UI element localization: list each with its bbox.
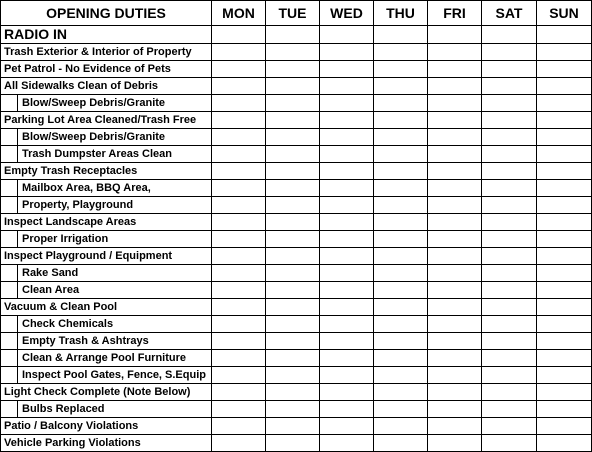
checkbox-cell-mon[interactable] <box>212 180 266 197</box>
checkbox-cell-tue[interactable] <box>266 265 320 282</box>
task-label: Property, Playground <box>22 199 134 211</box>
checkbox-cell-tue[interactable] <box>266 163 320 180</box>
checkbox-cell-sat[interactable] <box>482 197 537 214</box>
day-header-thu: THU <box>374 1 428 26</box>
checkbox-cell-fri[interactable] <box>428 333 482 350</box>
subtask-label-cell <box>1 129 212 146</box>
checkbox-cell-sat[interactable] <box>482 316 537 333</box>
checkbox-cell-mon[interactable] <box>212 316 266 333</box>
checkbox-cell-thu[interactable] <box>374 112 428 129</box>
task-label-cell <box>1 44 212 61</box>
checkbox-cell-wed[interactable] <box>320 299 374 316</box>
checkbox-cell-wed[interactable] <box>320 197 374 214</box>
table-row <box>1 350 592 367</box>
task-label-cell <box>1 78 212 95</box>
checklist-title: OPENING DUTIES <box>1 1 212 26</box>
indent-spacer <box>1 129 18 145</box>
task-label: Rake Sand <box>22 267 79 279</box>
indent-spacer <box>1 350 18 366</box>
checkbox-cell-tue[interactable] <box>266 418 320 435</box>
indent-spacer <box>1 333 18 349</box>
checkbox-cell-wed[interactable] <box>320 78 374 95</box>
checkbox-cell-mon[interactable] <box>212 333 266 350</box>
checkbox-cell-wed[interactable] <box>320 129 374 146</box>
checkbox-cell-mon[interactable] <box>212 146 266 163</box>
checkbox-cell-thu[interactable] <box>374 384 428 401</box>
checkbox-cell-tue[interactable] <box>266 367 320 384</box>
checkbox-cell-tue[interactable] <box>266 78 320 95</box>
checkbox-cell-wed[interactable] <box>320 61 374 78</box>
checkbox-cell-thu[interactable] <box>374 26 428 44</box>
day-header-mon: MON <box>212 1 266 26</box>
task-label: Vehicle Parking Violations <box>4 437 141 449</box>
checkbox-cell-sun[interactable] <box>537 163 592 180</box>
indent-spacer <box>1 265 18 281</box>
checkbox-cell-tue[interactable] <box>266 282 320 299</box>
checkbox-cell-fri[interactable] <box>428 316 482 333</box>
checkbox-cell-mon[interactable] <box>212 418 266 435</box>
checkbox-cell-sat[interactable] <box>482 333 537 350</box>
checkbox-cell-fri[interactable] <box>428 129 482 146</box>
checkbox-cell-sun[interactable] <box>537 248 592 265</box>
checkbox-cell-fri[interactable] <box>428 95 482 112</box>
checkbox-cell-sun[interactable] <box>537 333 592 350</box>
task-label-cell <box>1 418 212 435</box>
checkbox-cell-fri[interactable] <box>428 146 482 163</box>
checkbox-cell-wed[interactable] <box>320 231 374 248</box>
checkbox-cell-mon[interactable] <box>212 231 266 248</box>
checkbox-cell-wed[interactable] <box>320 265 374 282</box>
task-label: Trash Exterior & Interior of Property <box>4 46 192 58</box>
checkbox-cell-sat[interactable] <box>482 282 537 299</box>
checkbox-cell-tue[interactable] <box>266 95 320 112</box>
checkbox-cell-sat[interactable] <box>482 401 537 418</box>
checkbox-cell-sun[interactable] <box>537 146 592 163</box>
checkbox-cell-mon[interactable] <box>212 78 266 95</box>
checkbox-cell-sun[interactable] <box>537 61 592 78</box>
checkbox-cell-fri[interactable] <box>428 180 482 197</box>
checkbox-cell-wed[interactable] <box>320 44 374 61</box>
task-label-cell <box>1 384 212 401</box>
table-row <box>1 95 592 112</box>
table-row <box>1 112 592 129</box>
checkbox-cell-wed[interactable] <box>320 367 374 384</box>
checkbox-cell-sat[interactable] <box>482 44 537 61</box>
checkbox-cell-mon[interactable] <box>212 384 266 401</box>
checkbox-cell-sun[interactable] <box>537 384 592 401</box>
checkbox-cell-sat[interactable] <box>482 112 537 129</box>
checkbox-cell-tue[interactable] <box>266 299 320 316</box>
checkbox-cell-thu[interactable] <box>374 180 428 197</box>
checkbox-cell-thu[interactable] <box>374 282 428 299</box>
checkbox-cell-wed[interactable] <box>320 350 374 367</box>
task-label: Check Chemicals <box>22 318 114 330</box>
checkbox-cell-sun[interactable] <box>537 180 592 197</box>
checkbox-cell-fri[interactable] <box>428 350 482 367</box>
checkbox-cell-thu[interactable] <box>374 44 428 61</box>
header-row <box>1 1 592 26</box>
checkbox-cell-mon[interactable] <box>212 367 266 384</box>
checkbox-cell-sat[interactable] <box>482 61 537 78</box>
checkbox-cell-sun[interactable] <box>537 95 592 112</box>
task-label: Parking Lot Area Cleaned/Trash Free <box>4 114 197 126</box>
checkbox-cell-tue[interactable] <box>266 180 320 197</box>
subtask-label-cell <box>1 95 212 112</box>
table-row <box>1 401 592 418</box>
task-label-cell <box>1 112 212 129</box>
subtask-label-cell <box>1 316 212 333</box>
checkbox-cell-wed[interactable] <box>320 316 374 333</box>
checkbox-cell-wed[interactable] <box>320 418 374 435</box>
checkbox-cell-tue[interactable] <box>266 26 320 44</box>
indent-spacer <box>1 180 18 196</box>
checkbox-cell-mon[interactable] <box>212 112 266 129</box>
task-list <box>1 26 592 452</box>
checkbox-cell-mon[interactable] <box>212 299 266 316</box>
table-row <box>1 282 592 299</box>
checkbox-cell-fri[interactable] <box>428 265 482 282</box>
task-label-cell <box>1 163 212 180</box>
checkbox-cell-tue[interactable] <box>266 401 320 418</box>
checkbox-cell-wed[interactable] <box>320 146 374 163</box>
checkbox-cell-sun[interactable] <box>537 316 592 333</box>
checkbox-cell-thu[interactable] <box>374 214 428 231</box>
checkbox-cell-mon[interactable] <box>212 44 266 61</box>
checkbox-cell-tue[interactable] <box>266 231 320 248</box>
checkbox-cell-sun[interactable] <box>537 26 592 44</box>
task-label: Inspect Pool Gates, Fence, S.Equip <box>22 369 206 381</box>
checkbox-cell-mon[interactable] <box>212 197 266 214</box>
checkbox-cell-sun[interactable] <box>537 78 592 95</box>
table-row <box>1 197 592 214</box>
task-label: Empty Trash & Ashtrays <box>22 335 149 347</box>
checkbox-cell-wed[interactable] <box>320 214 374 231</box>
checkbox-cell-mon[interactable] <box>212 163 266 180</box>
checkbox-cell-thu[interactable] <box>374 197 428 214</box>
table-row <box>1 180 592 197</box>
checkbox-cell-thu[interactable] <box>374 95 428 112</box>
checkbox-cell-sun[interactable] <box>537 282 592 299</box>
checkbox-cell-sat[interactable] <box>482 418 537 435</box>
checkbox-cell-tue[interactable] <box>266 197 320 214</box>
checkbox-cell-fri[interactable] <box>428 214 482 231</box>
checkbox-cell-fri[interactable] <box>428 401 482 418</box>
table-row <box>1 384 592 401</box>
checkbox-cell-thu[interactable] <box>374 350 428 367</box>
table-row <box>1 333 592 350</box>
checkbox-cell-fri[interactable] <box>428 418 482 435</box>
task-label: Bulbs Replaced <box>22 403 105 415</box>
checkbox-cell-wed[interactable] <box>320 95 374 112</box>
indent-spacer <box>1 367 18 383</box>
task-label: Blow/Sweep Debris/Granite <box>22 131 166 143</box>
checkbox-cell-thu[interactable] <box>374 163 428 180</box>
table-row <box>1 61 592 78</box>
checkbox-cell-sat[interactable] <box>482 214 537 231</box>
indent-spacer <box>1 95 18 111</box>
checkbox-cell-sat[interactable] <box>482 180 537 197</box>
checkbox-cell-sat[interactable] <box>482 129 537 146</box>
checkbox-cell-tue[interactable] <box>266 316 320 333</box>
checkbox-cell-mon[interactable] <box>212 265 266 282</box>
indent-spacer <box>1 282 18 298</box>
table-row <box>1 26 592 44</box>
task-label-cell <box>1 299 212 316</box>
subtask-label-cell <box>1 265 212 282</box>
checkbox-cell-fri[interactable] <box>428 231 482 248</box>
checkbox-cell-sun[interactable] <box>537 44 592 61</box>
day-header-sat: SAT <box>482 1 537 26</box>
subtask-label-cell <box>1 197 212 214</box>
table-row <box>1 146 592 163</box>
checkbox-cell-tue[interactable] <box>266 333 320 350</box>
checkbox-cell-tue[interactable] <box>266 129 320 146</box>
checkbox-cell-sun[interactable] <box>537 231 592 248</box>
checkbox-cell-fri[interactable] <box>428 282 482 299</box>
checkbox-cell-thu[interactable] <box>374 367 428 384</box>
table-row <box>1 248 592 265</box>
checkbox-cell-sun[interactable] <box>537 350 592 367</box>
checkbox-cell-tue[interactable] <box>266 384 320 401</box>
subtask-label-cell <box>1 401 212 418</box>
subtask-label-cell <box>1 146 212 163</box>
task-label: Clean Area <box>22 284 80 296</box>
checkbox-cell-mon[interactable] <box>212 61 266 78</box>
checkbox-cell-fri[interactable] <box>428 163 482 180</box>
checkbox-cell-mon[interactable] <box>212 248 266 265</box>
subtask-label-cell <box>1 350 212 367</box>
task-label: Empty Trash Receptacles <box>4 165 138 177</box>
task-label: Clean & Arrange Pool Furniture <box>22 352 187 364</box>
indent-spacer <box>1 197 18 213</box>
checkbox-cell-fri[interactable] <box>428 367 482 384</box>
table-row <box>1 214 592 231</box>
checkbox-cell-thu[interactable] <box>374 231 428 248</box>
table-row <box>1 418 592 435</box>
indent-spacer <box>1 401 18 417</box>
indent-spacer <box>1 231 18 247</box>
checkbox-cell-tue[interactable] <box>266 350 320 367</box>
checkbox-cell-fri[interactable] <box>428 78 482 95</box>
checkbox-cell-sun[interactable] <box>537 265 592 282</box>
task-label: Vacuum & Clean Pool <box>4 301 118 313</box>
checkbox-cell-mon[interactable] <box>212 95 266 112</box>
day-header-fri: FRI <box>428 1 482 26</box>
checkbox-cell-tue[interactable] <box>266 214 320 231</box>
table-row <box>1 367 592 384</box>
checkbox-cell-thu[interactable] <box>374 61 428 78</box>
table-row <box>1 129 592 146</box>
checkbox-cell-sun[interactable] <box>537 401 592 418</box>
table-row <box>1 44 592 61</box>
checkbox-cell-thu[interactable] <box>374 129 428 146</box>
day-header-wed: WED <box>320 1 374 26</box>
task-label: Inspect Playground / Equipment <box>4 250 173 262</box>
checkbox-cell-sat[interactable] <box>482 350 537 367</box>
checkbox-cell-wed[interactable] <box>320 26 374 44</box>
day-header-tue: TUE <box>266 1 320 26</box>
checkbox-cell-fri[interactable] <box>428 299 482 316</box>
checkbox-cell-fri[interactable] <box>428 112 482 129</box>
indent-spacer <box>1 316 18 332</box>
checkbox-cell-sat[interactable] <box>482 95 537 112</box>
checkbox-cell-mon[interactable] <box>212 401 266 418</box>
checkbox-cell-thu[interactable] <box>374 316 428 333</box>
task-label: Inspect Landscape Areas <box>4 216 137 228</box>
checkbox-cell-sun[interactable] <box>537 197 592 214</box>
task-label: Light Check Complete (Note Below) <box>4 386 191 398</box>
checkbox-cell-wed[interactable] <box>320 163 374 180</box>
checkbox-cell-mon[interactable] <box>212 129 266 146</box>
task-label-cell <box>1 248 212 265</box>
indent-spacer <box>1 146 18 162</box>
checkbox-cell-thu[interactable] <box>374 299 428 316</box>
checkbox-cell-sat[interactable] <box>482 299 537 316</box>
checkbox-cell-thu[interactable] <box>374 146 428 163</box>
task-label: Blow/Sweep Debris/Granite <box>22 97 166 109</box>
checkbox-cell-sun[interactable] <box>537 299 592 316</box>
table-row <box>1 299 592 316</box>
checkbox-cell-sun[interactable] <box>537 418 592 435</box>
checkbox-cell-mon[interactable] <box>212 26 266 44</box>
checkbox-cell-mon[interactable] <box>212 214 266 231</box>
checkbox-cell-thu[interactable] <box>374 265 428 282</box>
checkbox-cell-wed[interactable] <box>320 384 374 401</box>
table-row <box>1 163 592 180</box>
checkbox-cell-wed[interactable] <box>320 248 374 265</box>
subtask-label-cell <box>1 333 212 350</box>
checkbox-cell-wed[interactable] <box>320 112 374 129</box>
checkbox-cell-sun[interactable] <box>537 129 592 146</box>
checkbox-cell-wed[interactable] <box>320 333 374 350</box>
checkbox-cell-sat[interactable] <box>482 265 537 282</box>
checkbox-cell-fri[interactable] <box>428 248 482 265</box>
checkbox-cell-wed[interactable] <box>320 282 374 299</box>
checkbox-cell-wed[interactable] <box>320 180 374 197</box>
checkbox-cell-sun[interactable] <box>537 112 592 129</box>
checkbox-cell-wed[interactable] <box>320 401 374 418</box>
checkbox-cell-fri[interactable] <box>428 61 482 78</box>
table-row <box>1 78 592 95</box>
subtask-label-cell <box>1 367 212 384</box>
subtask-label-cell <box>1 231 212 248</box>
task-label: Mailbox Area, BBQ Area, <box>22 182 151 194</box>
task-label: Patio / Balcony Violations <box>4 420 139 432</box>
checkbox-cell-tue[interactable] <box>266 61 320 78</box>
checkbox-cell-thu[interactable] <box>374 78 428 95</box>
task-label: RADIO IN <box>4 26 67 42</box>
checkbox-cell-thu[interactable] <box>374 418 428 435</box>
checkbox-cell-thu[interactable] <box>374 248 428 265</box>
task-label: All Sidewalks Clean of Debris <box>4 80 159 92</box>
checkbox-cell-sat[interactable] <box>482 231 537 248</box>
checkbox-cell-fri[interactable] <box>428 197 482 214</box>
task-label-cell <box>1 61 212 78</box>
checkbox-cell-sat[interactable] <box>482 367 537 384</box>
checkbox-cell-sat[interactable] <box>482 384 537 401</box>
checkbox-cell-sat[interactable] <box>482 78 537 95</box>
table-row <box>1 231 592 248</box>
day-header-sun: SUN <box>537 1 592 26</box>
task-label: Proper Irrigation <box>22 233 109 245</box>
checkbox-cell-mon[interactable] <box>212 282 266 299</box>
checkbox-cell-tue[interactable] <box>266 44 320 61</box>
checkbox-cell-tue[interactable] <box>266 248 320 265</box>
checkbox-cell-thu[interactable] <box>374 401 428 418</box>
checkbox-cell-tue[interactable] <box>266 112 320 129</box>
checkbox-cell-fri[interactable] <box>428 44 482 61</box>
task-label: Pet Patrol - No Evidence of Pets <box>4 63 171 75</box>
task-label: Trash Dumpster Areas Clean <box>22 148 172 160</box>
checkbox-cell-sun[interactable] <box>537 214 592 231</box>
checkbox-cell-sat[interactable] <box>482 163 537 180</box>
checkbox-cell-fri[interactable] <box>428 384 482 401</box>
checkbox-cell-mon[interactable] <box>212 350 266 367</box>
subtask-label-cell <box>1 180 212 197</box>
checkbox-cell-fri[interactable] <box>428 26 482 44</box>
table-row <box>1 316 592 333</box>
task-label-cell <box>1 26 212 44</box>
table-row <box>1 265 592 282</box>
checkbox-cell-sat[interactable] <box>482 26 537 44</box>
checkbox-cell-sat[interactable] <box>482 248 537 265</box>
checkbox-cell-tue[interactable] <box>266 146 320 163</box>
task-label-cell <box>1 214 212 231</box>
subtask-label-cell <box>1 282 212 299</box>
checkbox-cell-sun[interactable] <box>537 367 592 384</box>
checkbox-cell-thu[interactable] <box>374 333 428 350</box>
checkbox-cell-sat[interactable] <box>482 146 537 163</box>
